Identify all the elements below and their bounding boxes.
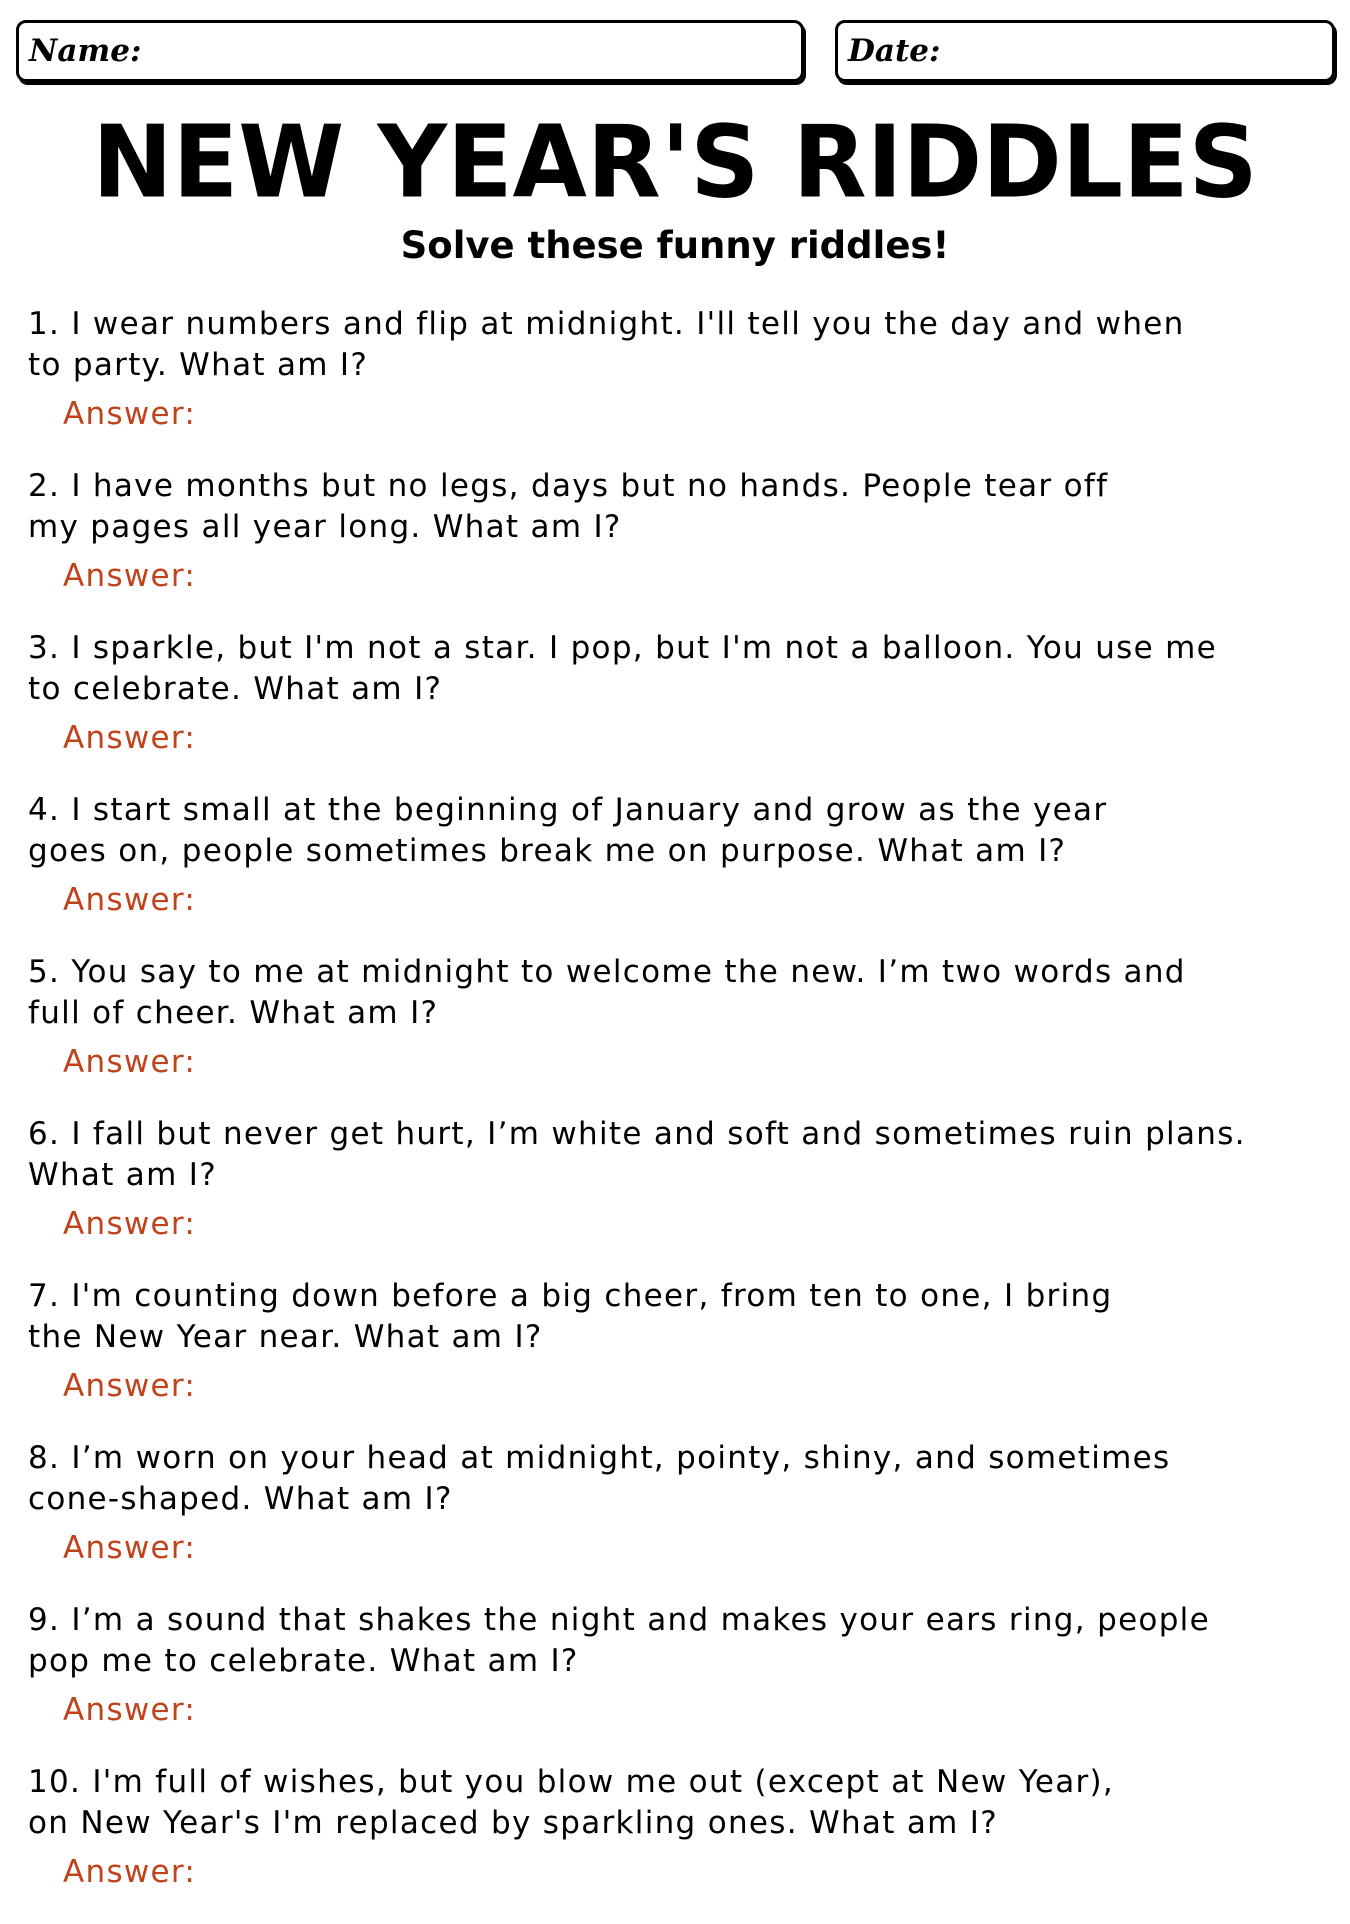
riddle-text: 6. I fall but never get hurt, I’m white and soft and sometimes ruin plans. What am I?	[28, 1116, 1246, 1193]
riddle-item	[28, 1600, 1328, 1762]
answer-label: Answer:	[63, 1692, 197, 1728]
answer-label: Answer:	[63, 1206, 197, 1242]
riddle-item	[28, 1276, 1328, 1438]
answer-label: Answer:	[63, 882, 197, 918]
answer-label: Answer:	[63, 1044, 197, 1080]
date-label: Date:	[848, 33, 941, 69]
riddle-list	[28, 304, 1328, 1924]
riddle-item	[28, 1114, 1328, 1276]
riddle-text: 7. I'm counting down before a big cheer, from ten to one, I bring the New Year near. What am I?	[28, 1278, 1113, 1355]
riddle-item	[28, 628, 1328, 790]
riddle-item	[28, 304, 1328, 466]
riddle-text: 9. I’m a sound that shakes the night and makes your ears ring, people pop me to celebrate. What am I?	[28, 1602, 1210, 1679]
riddle-item	[28, 1438, 1328, 1600]
riddle-text: 4. I start small at the beginning of January and grow as the year goes on, people sometimes break me on purpose. What am I?	[28, 792, 1108, 869]
riddle-text: 10. I'm full of wishes, but you blow me out (except at New Year), on New Year's I'm replaced by sparkling ones. What am I?	[28, 1764, 1115, 1841]
date-field[interactable]	[835, 20, 1335, 82]
riddle-text: 3. I sparkle, but I'm not a star. I pop, but I'm not a balloon. You use me to celebrate. What am I?	[28, 630, 1217, 707]
page-subtitle: Solve these funny riddles!	[400, 224, 950, 267]
riddle-item	[28, 466, 1328, 628]
riddle-text: 8. I’m worn on your head at midnight, pointy, shiny, and sometimes cone-shaped. What am I?	[28, 1440, 1171, 1517]
answer-label: Answer:	[63, 396, 197, 432]
riddle-text: 1. I wear numbers and flip at midnight. I'll tell you the day and when to party. What am I?	[28, 306, 1185, 383]
name-field[interactable]	[16, 20, 804, 82]
answer-label: Answer:	[63, 1854, 197, 1890]
riddle-text: 2. I have months but no legs, days but no hands. People tear off my pages all year long. What am I?	[28, 468, 1109, 545]
riddle-item	[28, 952, 1328, 1114]
answer-label: Answer:	[63, 558, 197, 594]
answer-label: Answer:	[63, 1368, 197, 1404]
name-label: Name:	[29, 33, 142, 69]
riddle-item	[28, 1762, 1328, 1924]
riddle-text: 5. You say to me at midnight to welcome the new. I’m two words and full of cheer. What am I?	[28, 954, 1186, 1031]
answer-label: Answer:	[63, 1530, 197, 1566]
riddle-item	[28, 790, 1328, 952]
page-title: NEW YEAR'S RIDDLES	[92, 103, 1258, 221]
answer-label: Answer:	[63, 720, 197, 756]
